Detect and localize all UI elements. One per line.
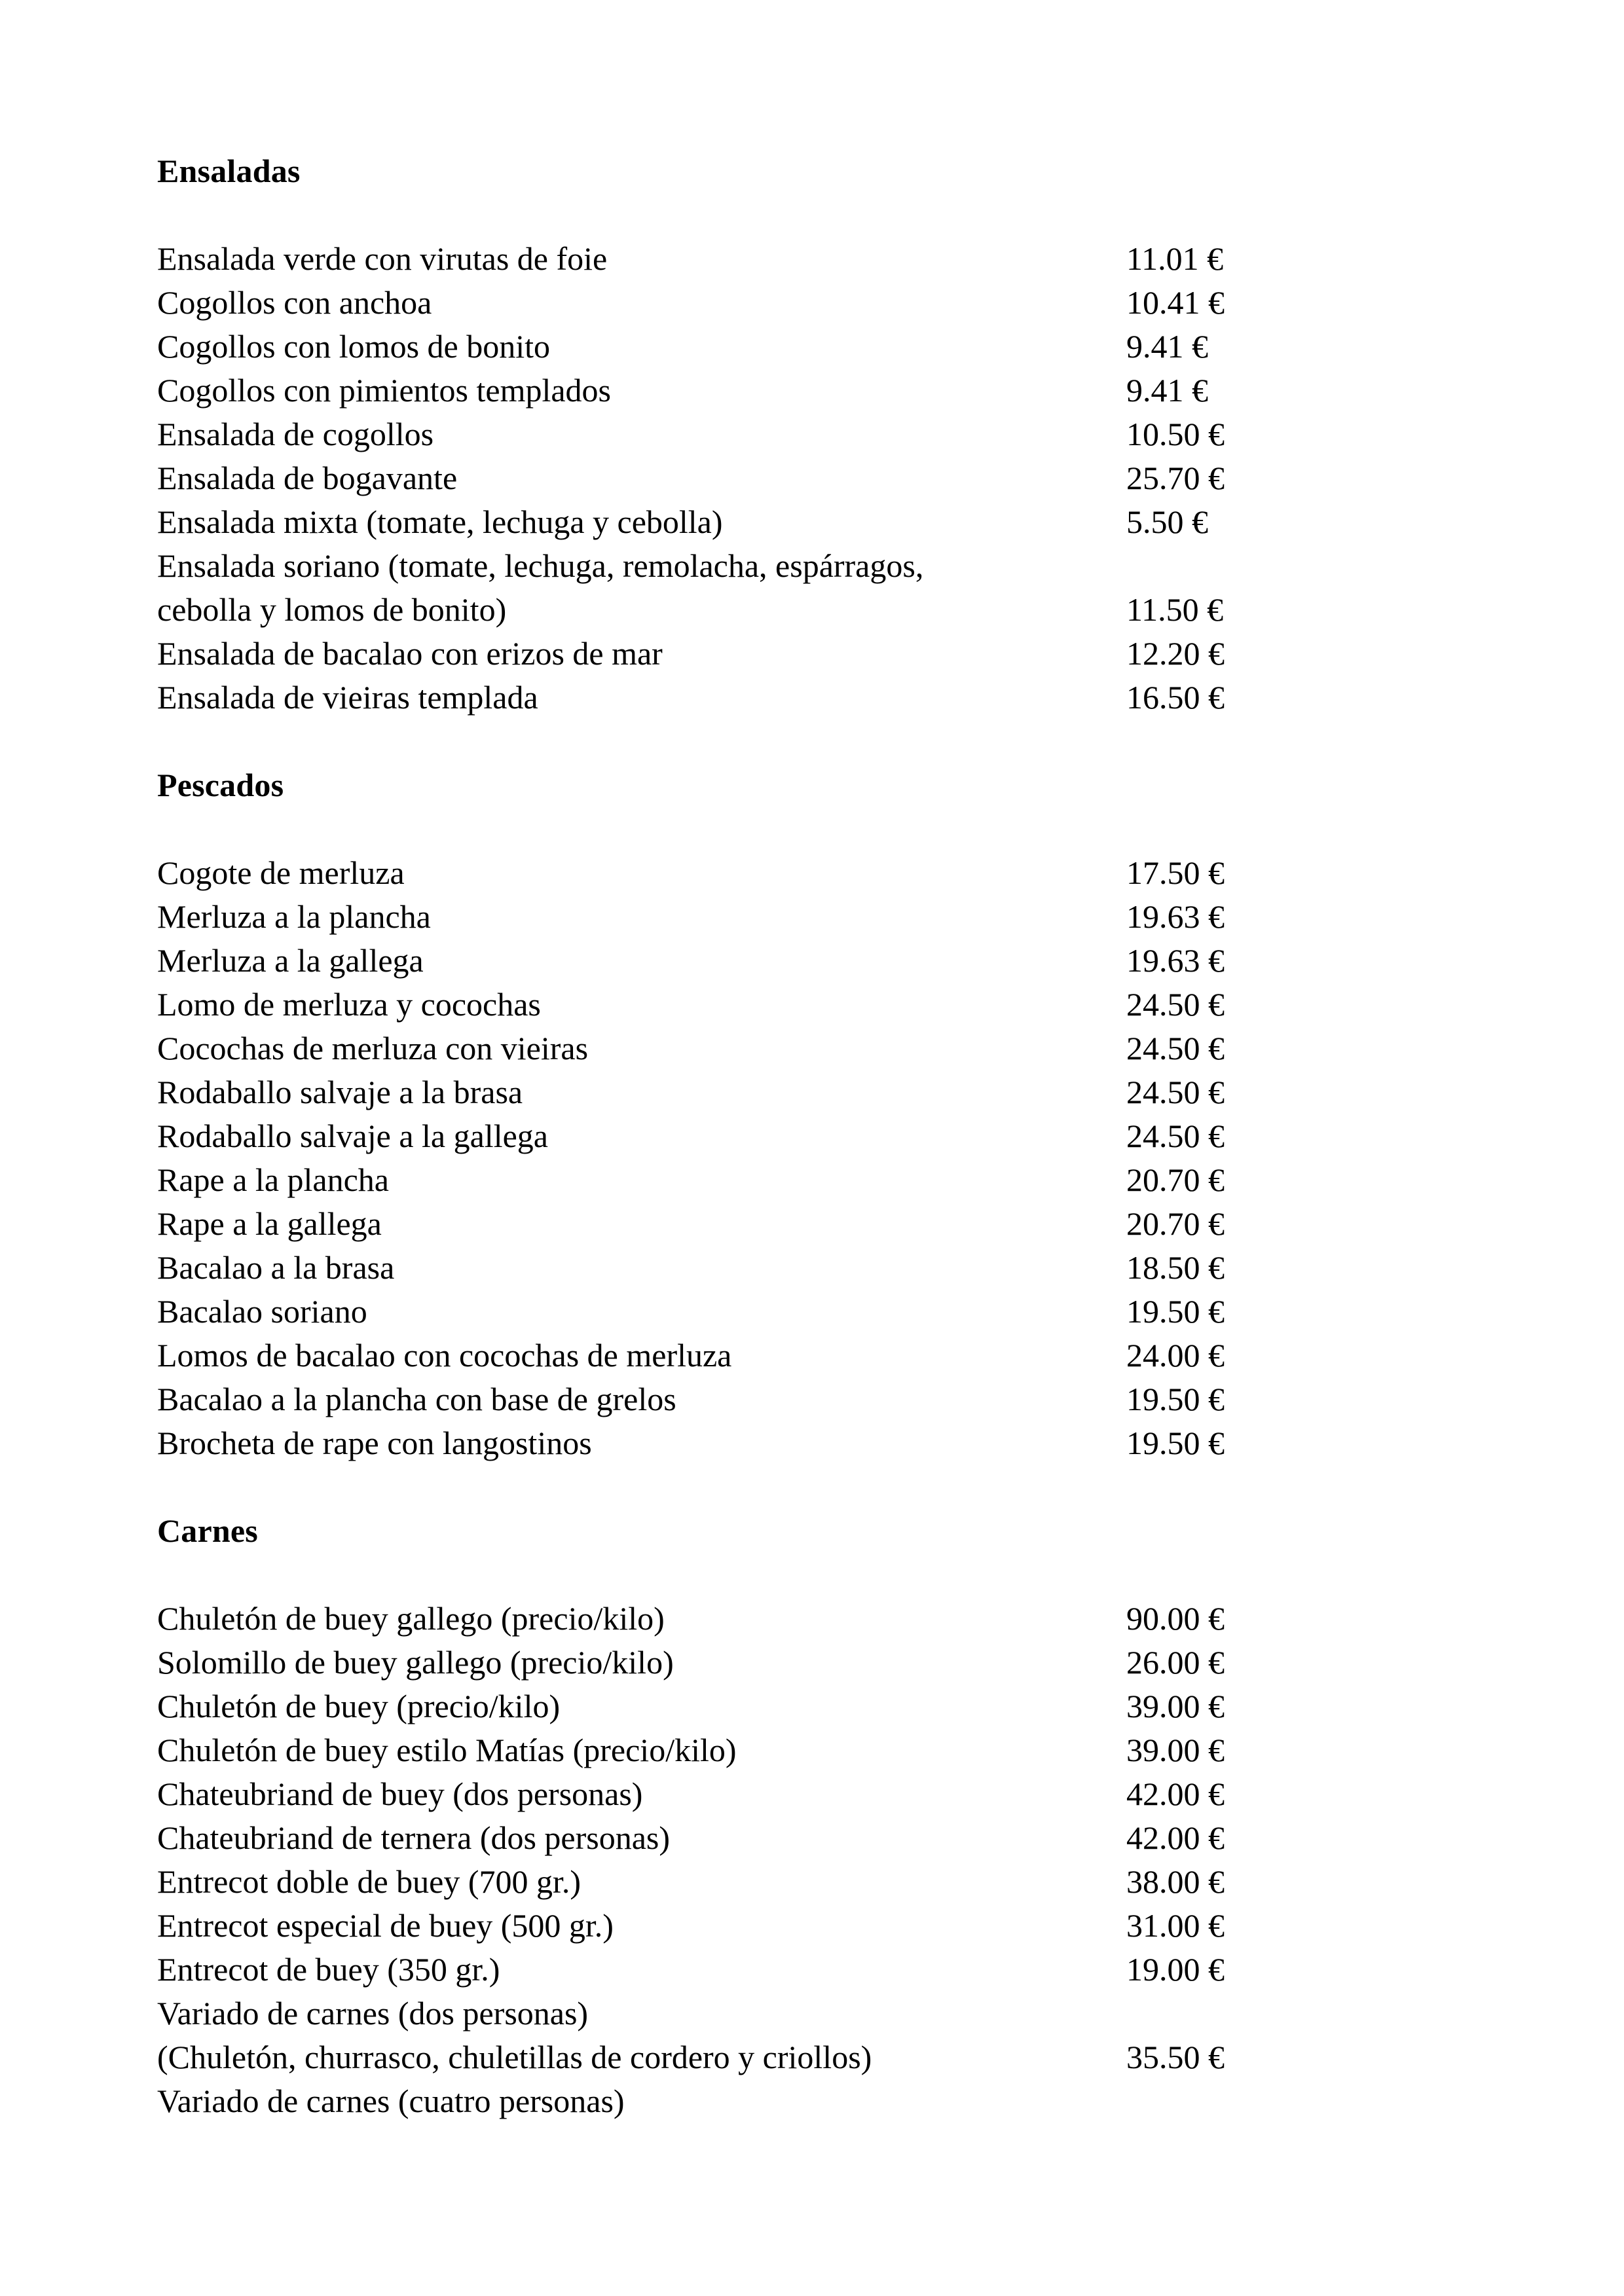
menu-item-price: 19.63 € <box>1126 942 1225 979</box>
menu-item-price: 20.70 € <box>1126 1161 1225 1198</box>
menu-item-list-ensaladas <box>157 237 1467 720</box>
menu-item-row <box>157 632 1467 676</box>
menu-item-price: 26.00 € <box>1126 1644 1225 1681</box>
menu-item-name: Chateubriand de ternera (dos personas) <box>157 1819 671 1856</box>
menu-item-name: Lomo de merluza y cocochas <box>157 986 541 1023</box>
menu-item-row <box>157 1114 1467 1158</box>
menu-item-row <box>157 1070 1467 1114</box>
menu-item-list-pescados <box>157 851 1467 1465</box>
menu-section-carnes <box>157 1509 1467 2123</box>
menu-item-row <box>157 1992 1467 2035</box>
menu-item-price: 18.50 € <box>1126 1249 1225 1286</box>
menu-item-row <box>157 983 1467 1027</box>
menu-item-row <box>157 1246 1467 1290</box>
menu-item-price: 24.00 € <box>1126 1337 1225 1374</box>
menu-item-name: Cogollos con pimientos templados <box>157 372 612 409</box>
menu-item-price: 19.50 € <box>1126 1293 1225 1330</box>
menu-item-price: 16.50 € <box>1126 679 1225 716</box>
menu-item-price: 17.50 € <box>1126 854 1225 891</box>
menu-item-row <box>157 1421 1467 1465</box>
menu-item-row <box>157 2079 1467 2123</box>
menu-item-name: Merluza a la plancha <box>157 898 431 935</box>
menu-item-row <box>157 1948 1467 1992</box>
menu-item-name: Variado de carnes (dos personas) <box>157 1995 589 2032</box>
menu-item-name: (Chuletón, churrasco, chuletillas de cordero y criollos) <box>157 2039 872 2075</box>
menu-item-price: 24.50 € <box>1126 1074 1225 1110</box>
menu-item-row <box>157 851 1467 895</box>
menu-item-price: 24.50 € <box>1126 986 1225 1023</box>
menu-item-name: Rodaballo salvaje a la brasa <box>157 1074 523 1110</box>
menu-item-row <box>157 676 1467 720</box>
menu-item-price: 38.00 € <box>1126 1863 1225 1900</box>
menu-item-row <box>157 1158 1467 1202</box>
menu-item-name: Ensalada de cogollos <box>157 416 434 452</box>
menu-item-name: Entrecot de buey (350 gr.) <box>157 1951 500 1988</box>
menu-item-price: 11.50 € <box>1126 591 1224 628</box>
menu-item-row <box>157 1816 1467 1860</box>
menu-item-name: Rodaballo salvaje a la gallega <box>157 1118 548 1154</box>
menu-item-name: Merluza a la gallega <box>157 942 424 979</box>
menu-item-name: Chuletón de buey (precio/kilo) <box>157 1688 561 1724</box>
menu-item-price: 9.41 € <box>1126 328 1208 365</box>
menu-item-name: Solomillo de buey gallego (precio/kilo) <box>157 1644 674 1681</box>
menu-item-row <box>157 1728 1467 1772</box>
menu-item-name: Ensalada de bacalao con erizos de mar <box>157 635 663 672</box>
menu-item-row <box>157 500 1467 544</box>
menu-item-name: Ensalada de bogavante <box>157 460 458 496</box>
menu-item-row <box>157 2035 1467 2079</box>
menu-item-price: 24.50 € <box>1126 1118 1225 1154</box>
menu-item-row <box>157 1860 1467 1904</box>
menu-item-row <box>157 412 1467 456</box>
menu-item-row <box>157 1290 1467 1334</box>
menu-item-name: Ensalada soriano (tomate, lechuga, remolacha, espárragos, <box>157 547 924 584</box>
section-heading-carnes: Carnes <box>157 1512 258 1549</box>
section-heading-pescados: Pescados <box>157 767 284 803</box>
menu-item-row <box>157 325 1467 369</box>
menu-item-name: Chateubriand de buey (dos personas) <box>157 1776 643 1812</box>
menu-item-name: Variado de carnes (cuatro personas) <box>157 2083 625 2119</box>
menu-item-name: Chuletón de buey estilo Matías (precio/kilo) <box>157 1732 737 1768</box>
menu-item-price: 19.50 € <box>1126 1425 1225 1461</box>
menu-item-price: 5.50 € <box>1126 503 1208 540</box>
menu-item-price: 19.50 € <box>1126 1381 1225 1417</box>
menu-item-price: 31.00 € <box>1126 1907 1225 1944</box>
menu-item-list-carnes <box>157 1597 1467 2123</box>
menu-content <box>157 149 1467 2123</box>
menu-item-row <box>157 1027 1467 1070</box>
menu-item-price: 25.70 € <box>1126 460 1225 496</box>
menu-item-price: 39.00 € <box>1126 1732 1225 1768</box>
menu-section-ensaladas <box>157 149 1467 763</box>
menu-item-row <box>157 456 1467 500</box>
menu-item-row <box>157 237 1467 281</box>
menu-item-row <box>157 1641 1467 1685</box>
section-heading-spacer <box>157 1553 1467 1597</box>
menu-item-name: Entrecot doble de buey (700 gr.) <box>157 1863 581 1900</box>
menu-item-name: Ensalada mixta (tomate, lechuga y cebolla) <box>157 503 723 540</box>
menu-item-name: Bacalao a la brasa <box>157 1249 395 1286</box>
menu-item-name: Chuletón de buey gallego (precio/kilo) <box>157 1600 665 1637</box>
menu-item-price: 11.01 € <box>1126 240 1224 277</box>
menu-item-name: Cogollos con lomos de bonito <box>157 328 550 365</box>
menu-item-price: 90.00 € <box>1126 1600 1225 1637</box>
menu-item-row <box>157 1772 1467 1816</box>
menu-item-row <box>157 1904 1467 1948</box>
menu-item-name: Entrecot especial de buey (500 gr.) <box>157 1907 614 1944</box>
menu-item-row <box>157 1597 1467 1641</box>
section-heading-spacer <box>157 193 1467 237</box>
menu-item-price: 42.00 € <box>1126 1776 1225 1812</box>
menu-item-name: Lomos de bacalao con cocochas de merluza <box>157 1337 732 1374</box>
menu-item-name: Cocochas de merluza con vieiras <box>157 1030 589 1066</box>
menu-item-row <box>157 281 1467 325</box>
menu-item-price: 24.50 € <box>1126 1030 1225 1066</box>
section-gap-spacer <box>157 1465 1467 1509</box>
menu-item-row <box>157 1685 1467 1728</box>
menu-item-name: Rape a la plancha <box>157 1161 389 1198</box>
menu-item-row <box>157 588 1467 632</box>
menu-item-price: 10.41 € <box>1126 284 1225 321</box>
menu-item-name: Ensalada de vieiras templada <box>157 679 538 716</box>
menu-item-price: 39.00 € <box>1126 1688 1225 1724</box>
menu-item-row <box>157 939 1467 983</box>
menu-item-price: 12.20 € <box>1126 635 1225 672</box>
section-heading-spacer <box>157 807 1467 851</box>
menu-item-name: Bacalao a la plancha con base de grelos <box>157 1381 676 1417</box>
menu-item-row <box>157 544 1467 588</box>
menu-item-row <box>157 1377 1467 1421</box>
menu-item-name: cebolla y lomos de bonito) <box>157 591 507 628</box>
menu-item-price: 20.70 € <box>1126 1205 1225 1242</box>
menu-item-name: Ensalada verde con virutas de foie <box>157 240 608 277</box>
section-heading-ensaladas: Ensaladas <box>157 153 301 189</box>
menu-item-price: 19.63 € <box>1126 898 1225 935</box>
menu-item-name: Rape a la gallega <box>157 1205 382 1242</box>
menu-item-name: Brocheta de rape con langostinos <box>157 1425 592 1461</box>
menu-item-price: 10.50 € <box>1126 416 1225 452</box>
menu-item-price: 19.00 € <box>1126 1951 1225 1988</box>
menu-item-price: 42.00 € <box>1126 1819 1225 1856</box>
menu-item-name: Bacalao soriano <box>157 1293 367 1330</box>
menu-section-pescados <box>157 763 1467 1509</box>
menu-item-row <box>157 369 1467 412</box>
menu-item-row <box>157 895 1467 939</box>
menu-item-row <box>157 1334 1467 1377</box>
menu-item-name: Cogote de merluza <box>157 854 405 891</box>
menu-item-row <box>157 1202 1467 1246</box>
menu-item-name: Cogollos con anchoa <box>157 284 432 321</box>
menu-item-price: 35.50 € <box>1126 2039 1225 2075</box>
menu-item-price: 9.41 € <box>1126 372 1208 409</box>
section-gap-spacer <box>157 720 1467 763</box>
